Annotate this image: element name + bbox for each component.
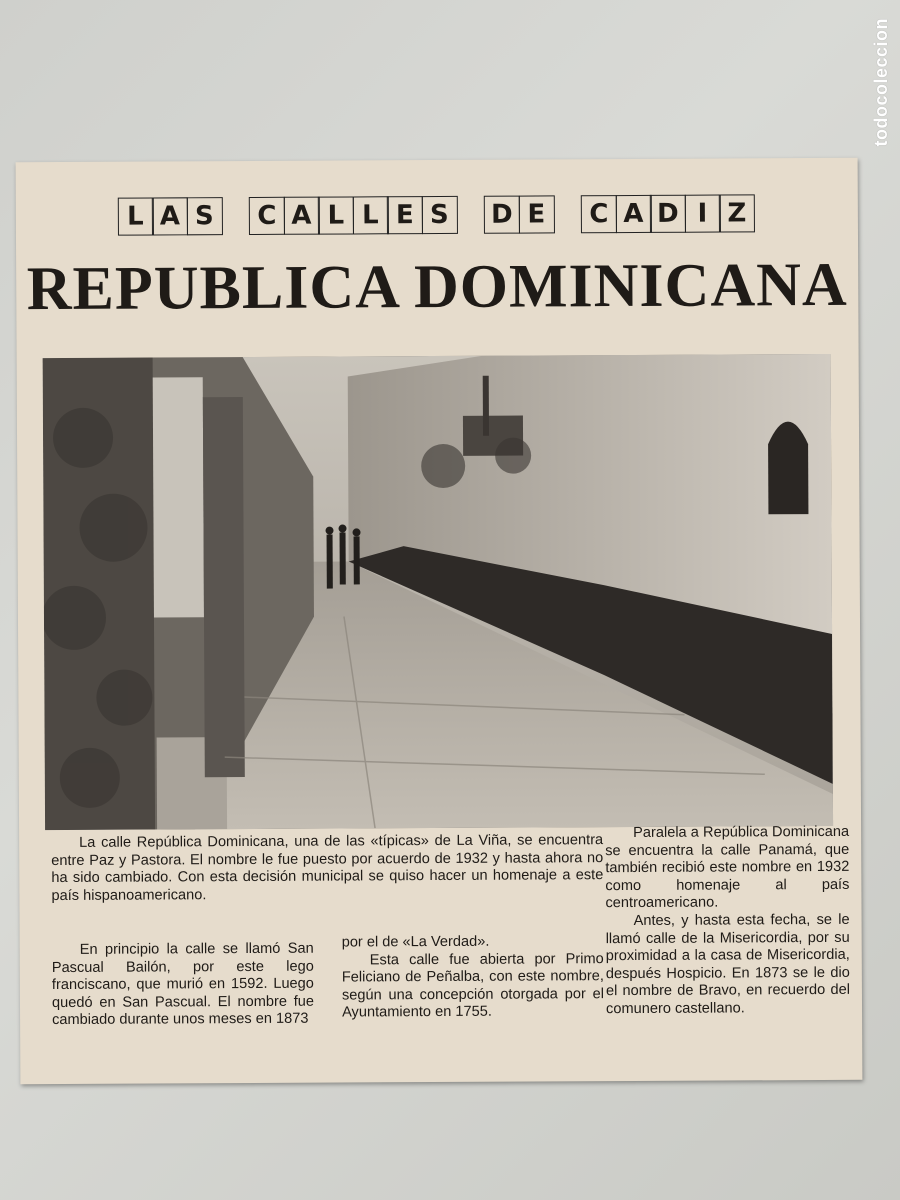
kicker-letter-box: Z <box>719 194 755 232</box>
newspaper-clipping <box>16 158 863 1084</box>
article-column-2 <box>342 933 604 1022</box>
kicker-letter-box: A <box>152 197 188 235</box>
kicker-letter-box: E <box>518 195 554 233</box>
paragraph: Paralela a República Dominicana se encuentra la calle Panamá, que también recibió este nombre en 1932 como homenaje al país centroamericano. <box>605 823 850 912</box>
kicker-letter-box: C <box>249 197 285 235</box>
todocoleccion-watermark: todocoleccion <box>871 18 891 147</box>
kicker-letter-box: A <box>283 197 319 235</box>
paragraph: Esta calle fue abierta por Primo Feliciano de Peñalba, con este nombre, según una concepción otorgada por el Ayuntamiento en 1755. <box>341 950 604 1021</box>
kicker-letter-box: S <box>186 197 222 235</box>
article-column-1 <box>52 941 314 1030</box>
kicker-letter-box: S <box>421 196 457 234</box>
street-photo-image <box>43 354 833 830</box>
kicker-letter-box: L <box>318 196 354 234</box>
paragraph: En principio la calle se llamó San Pascual Bailón, por este lego franciscano, que murió en 1592. Luego quedó en San Pascual. El nombre fue cambiado durante unos meses en 1873 <box>51 940 315 1029</box>
kicker-letter-box: A <box>615 195 651 233</box>
kicker-letter-box: C <box>581 195 617 233</box>
kicker-letter-box: D <box>484 196 520 234</box>
section-kicker <box>16 194 858 236</box>
paragraph: La calle República Dominicana, una de las «típicas» de La Viña, se encuentra entre Paz y Pastora. El nombre le fue puesto por acuerdo de 1932 y hasta ahora no ha sido cambiado. Con esta decisión municipal se quiso hacer un homenaje a este país hispanoamericano. <box>51 832 604 904</box>
kicker-letter-box: L <box>117 197 153 235</box>
street-photo <box>43 354 833 830</box>
article-headline: REPUBLICA DOMINICANA <box>26 250 848 324</box>
kicker-word <box>485 195 554 233</box>
kicker-word <box>582 194 755 233</box>
kicker-letter-box: L <box>352 196 388 234</box>
kicker-word <box>250 196 457 235</box>
kicker-word <box>119 197 223 236</box>
kicker-letter-box: I <box>684 195 720 233</box>
paragraph: por el de «La Verdad». <box>341 933 490 951</box>
kicker-letter-box: E <box>387 196 423 234</box>
kicker-letter-box: D <box>650 195 686 233</box>
article-intro <box>51 832 603 905</box>
article-column-3 <box>605 824 850 1019</box>
paragraph: Antes, y hasta esta fecha, se le llamó calle de la Misericordia, por su proximidad a la casa de Misericordia, después Hospicio. En 1873 se le dio el nombre de Bravo, en recuerdo del comunero castellano. <box>605 911 850 1018</box>
